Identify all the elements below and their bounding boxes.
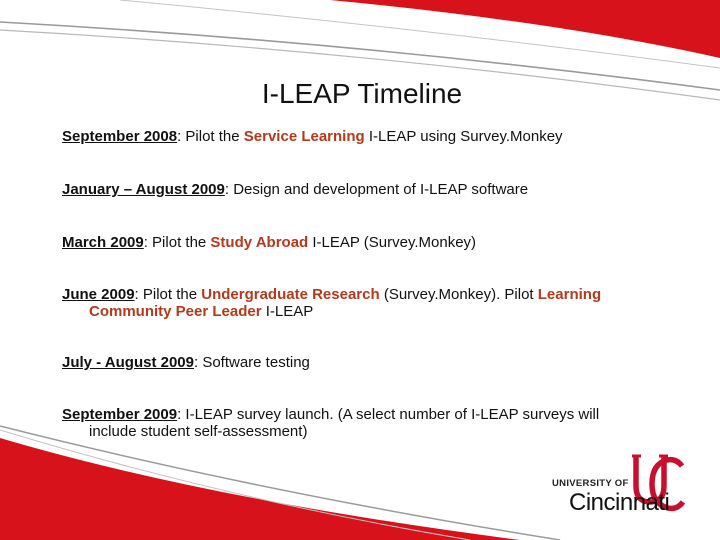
entry-program: Service Learning xyxy=(243,128,365,145)
timeline-entry xyxy=(62,354,662,371)
entry-continuation xyxy=(62,423,662,440)
logo-cincinnati: Cincinnati xyxy=(569,489,670,516)
entry-text: : Design and development of I-LEAP software xyxy=(224,181,529,198)
entry-text: I-LEAP using Survey.Monkey xyxy=(364,128,563,145)
timeline-entry xyxy=(62,286,662,320)
entry-date: March 2009 xyxy=(62,234,144,251)
slide-title: I-LEAP Timeline xyxy=(261,78,463,109)
timeline-entry xyxy=(62,181,662,198)
entry-program: Undergraduate Research xyxy=(201,286,380,303)
top-right-red-wedge xyxy=(330,0,720,58)
timeline-entry xyxy=(62,406,662,440)
university-of-cincinnati-logo xyxy=(546,450,692,518)
timeline-entry xyxy=(62,128,662,145)
entry-text: : Pilot the xyxy=(143,234,211,251)
entry-date: January – August 2009 xyxy=(62,181,225,198)
entry-text: include student self-assessment) xyxy=(89,423,308,440)
logo-university-of: UNIVERSITY OF xyxy=(552,478,629,489)
entry-text: : Pilot the xyxy=(177,128,244,145)
entry-text: I-LEAP xyxy=(261,303,314,320)
entry-text: I-LEAP (Survey.Monkey) xyxy=(308,234,477,251)
entry-text: (Survey.Monkey). Pilot xyxy=(379,286,538,303)
entry-text: : Pilot the xyxy=(134,286,202,303)
entry-date: July - August 2009 xyxy=(62,354,194,371)
entry-program: Learning xyxy=(537,286,602,303)
entry-date: September 2008 xyxy=(62,128,178,145)
entry-text: : I-LEAP survey launch. (A select number of I-LEAP surveys will xyxy=(177,406,600,423)
entry-date: September 2009 xyxy=(62,406,178,423)
entry-program: Study Abroad xyxy=(210,234,309,251)
timeline-entry xyxy=(62,234,662,251)
entry-program: Community Peer Leader xyxy=(89,303,262,320)
entry-text: : Software testing xyxy=(193,354,310,371)
entry-date: June 2009 xyxy=(62,286,135,303)
entry-continuation xyxy=(62,303,662,320)
